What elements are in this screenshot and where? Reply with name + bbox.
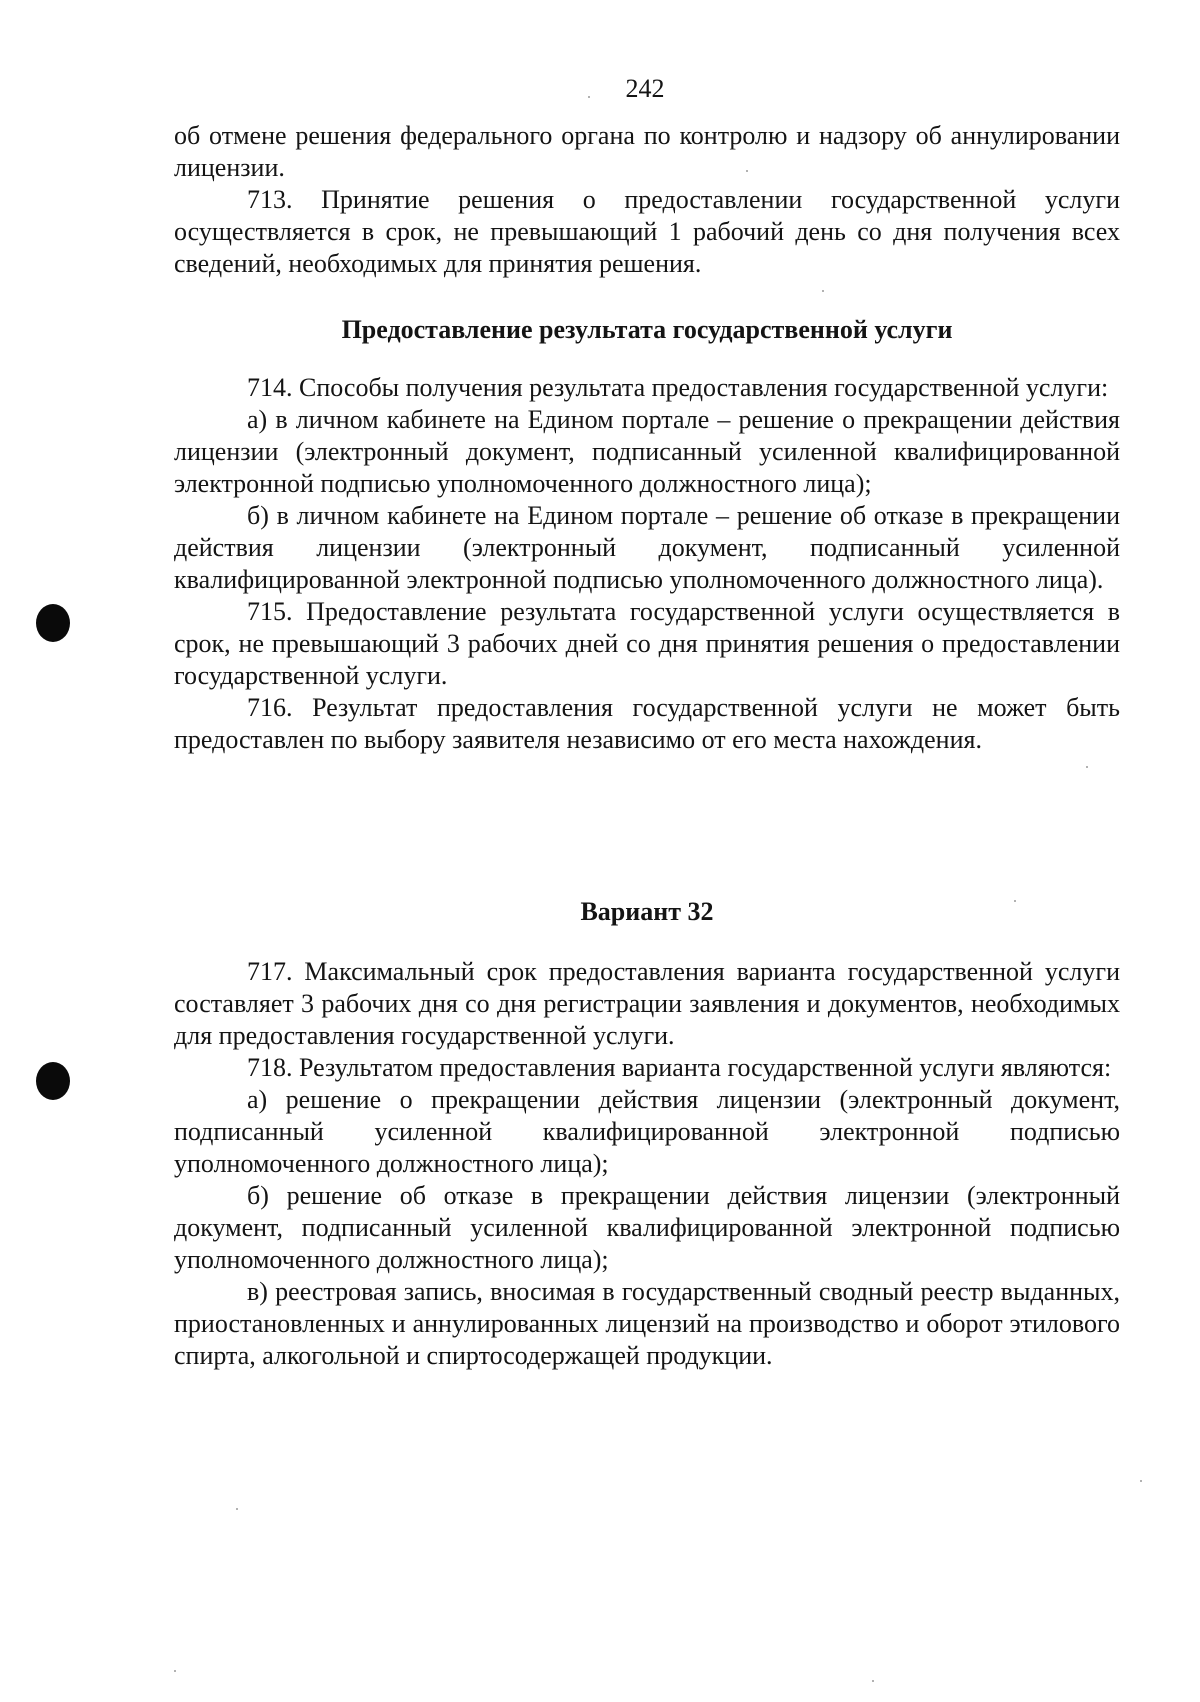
paragraph-718v: в) реестровая запись, вносимая в государственный сводный реестр выданных, приостановленных и аннулированных лицензий на производство и оборот этилового спирта, алкогольной и спиртосодержащей продукции.	[174, 1277, 1120, 1370]
section-result-body	[174, 372, 1120, 756]
scan-speck	[1086, 766, 1088, 768]
paragraph-716: 716. Результат предоставления государственной услуги не может быть предоставлен по выбору заявителя независимо от его места нахождения.	[174, 693, 1120, 754]
paragraph-713: 713. Принятие решения о предоставлении государственной услуги осуществляется в срок, не превышающий 1 рабочий день со дня получения всех сведений, необходимых для принятия решения.	[174, 185, 1120, 278]
paragraph-718: 718. Результатом предоставления варианта государственной услуги являются:	[247, 1053, 1112, 1082]
paragraph-717: 717. Максимальный срок предоставления варианта государственной услуги составляет 3 рабочих дня со дня регистрации заявления и документов, необходимых для предоставления государственной услуги.	[174, 957, 1120, 1050]
paragraph-718b: б) решение об отказе в прекращении действия лицензии (электронный документ, подписанный усиленной квалифицированной электронной подписью уполномоченного должностного лица);	[174, 1181, 1120, 1274]
scan-speck	[1140, 1480, 1142, 1482]
section-variant	[174, 896, 1120, 928]
scan-speck	[872, 1680, 874, 1682]
paragraph-715: 715. Предоставление результата государственной услуги осуществляется в срок, не превышающий 3 рабочих дней со дня принятия решения о предоставлении государственной услуги.	[174, 597, 1120, 690]
section-continuation	[174, 120, 1120, 280]
section-variant-body	[174, 956, 1120, 1372]
scan-speck	[822, 290, 824, 292]
scan-speck	[588, 96, 590, 98]
section-heading-result: Предоставление результата государственной услуги	[341, 315, 953, 344]
scan-speck	[174, 1670, 176, 1672]
scan-speck	[236, 1508, 238, 1510]
paragraph-714b: б) в личном кабинете на Едином портале – решение об отказе в прекращении действия лицензии (электронный документ, подписанный усиленной квалифицированной электронной подписью уполномоченного должностного лица).	[174, 501, 1120, 594]
punch-hole	[36, 604, 70, 642]
paragraph-718a: а) решение о прекращении действия лицензии (электронный документ, подписанный усиленной квалифицированной электронной подписью уполномоченного должностного лица);	[174, 1085, 1120, 1178]
section-heading-variant: Вариант 32	[580, 897, 714, 926]
scan-speck	[746, 170, 748, 172]
paragraph-continuation: об отмене решения федерального органа по контролю и надзору об аннулировании лицензии.	[174, 121, 1120, 182]
section-result	[174, 314, 1120, 346]
paragraph-714: 714. Способы получения результата предоставления государственной услуги:	[247, 373, 1109, 402]
punch-hole	[36, 1062, 70, 1100]
scan-speck	[1014, 900, 1016, 902]
paragraph-714a: а) в личном кабинете на Едином портале – решение о прекращении действия лицензии (электронный документ, подписанный усиленной квалифицированной электронной подписью уполномоченного должностного лица);	[174, 405, 1120, 498]
page-number: 242	[625, 74, 665, 103]
